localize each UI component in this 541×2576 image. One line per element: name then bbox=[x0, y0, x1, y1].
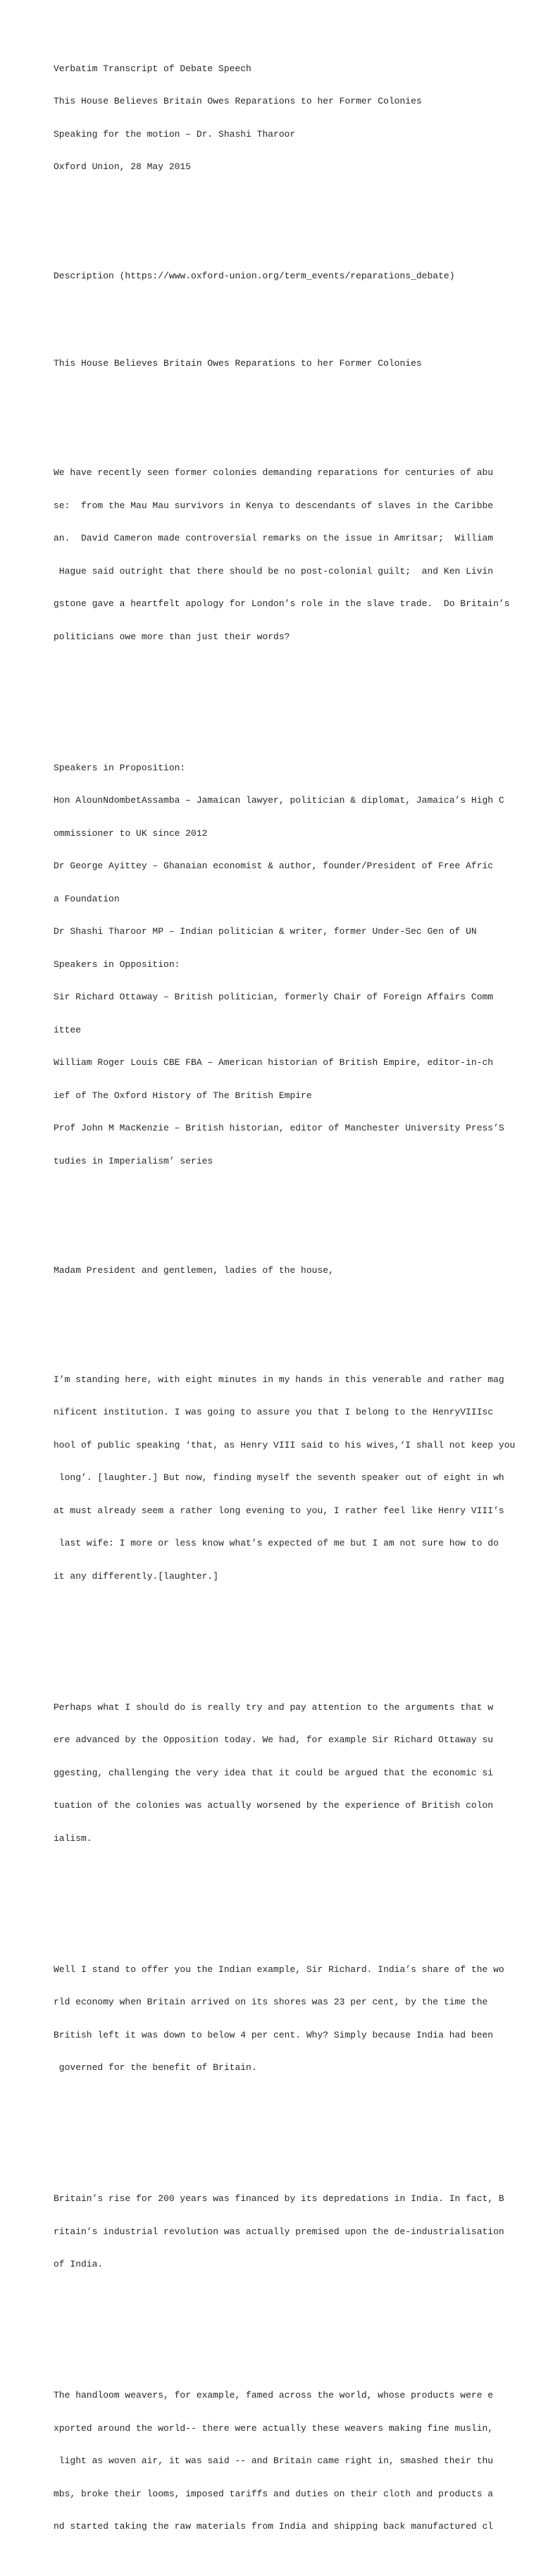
spacer bbox=[54, 1899, 533, 1910]
salutation-line: Madam President and gentlemen, ladies of the house, bbox=[54, 1264, 334, 1276]
spacer bbox=[54, 1221, 533, 1233]
intro-paragraph bbox=[54, 445, 533, 664]
text-line: I’m standing here, with eight minutes in my hands in this venerable and rather mag bbox=[54, 1374, 504, 1385]
text-line: at must already seem a rather long evening to you, I rather feel like Henry VIII’s bbox=[54, 1505, 504, 1516]
text-line: an. David Cameron made controversial remarks on the issue in Amritsar; William bbox=[54, 533, 494, 543]
header-line: Oxford Union, 28 May 2015 bbox=[54, 161, 192, 172]
text-line: Britain’s rise for 200 years was financed by its depredations in India. In fact, B bbox=[54, 2193, 504, 2204]
text-line: We have recently seen former colonies demanding reparations for centuries of abu bbox=[54, 467, 494, 478]
text-line: ritain’s industrial revolution was actually premised upon the de-industrialisation bbox=[54, 2226, 504, 2237]
speakers-heading: Speakers in Proposition: bbox=[54, 762, 186, 773]
text-line: The handloom weavers, for example, famed across the world, whose products were e bbox=[54, 2390, 494, 2401]
speech-paragraph-1 bbox=[54, 1352, 533, 1604]
speaker-line: William Roger Louis CBE FBA – American historian of British Empire, editor-in-ch bbox=[54, 1057, 494, 1068]
header-line: Verbatim Transcript of Debate Speech bbox=[54, 63, 251, 74]
motion-line: This House Believes Britain Owes Reparations to her Former Colonies bbox=[54, 358, 422, 369]
speaker-line: ommissioner to UK since 2012 bbox=[54, 827, 208, 839]
text-line: politicians owe more than just their words? bbox=[54, 631, 290, 642]
header-line: This House Believes Britain Owes Reparations to her Former Colonies bbox=[54, 96, 422, 106]
text-line: long’. [laughter.] But now, finding myself the seventh speaker out of eight in wh bbox=[54, 1472, 504, 1483]
text-line: tuation of the colonies was actually worsened by the experience of British colon bbox=[54, 1800, 494, 1811]
text-line: light as woven air, it was said -- and Britain came right in, smashed their thu bbox=[54, 2455, 494, 2466]
spacer bbox=[54, 1309, 533, 1320]
text-line: Well I stand to offer you the Indian example, Sir Richard. India’s share of the wo bbox=[54, 1964, 504, 1975]
text-line: mbs, broke their looms, imposed tariffs and duties on their cloth and products a bbox=[54, 2488, 494, 2499]
text-line: last wife: I more or less know what’s expected of me but I am not sure how to do bbox=[54, 1538, 499, 1548]
text-line: of India. bbox=[54, 2259, 104, 2269]
text-line: ggesting, challenging the very idea that it could be argued that the economic si bbox=[54, 1767, 494, 1778]
text-line: it any differently.[laughter.] bbox=[54, 1570, 219, 1582]
text-line: nd started taking the raw materials from India and shipping back manufactured cl bbox=[54, 2521, 494, 2532]
transcript-page bbox=[54, 8, 533, 2576]
spacer bbox=[54, 227, 533, 238]
speakers-heading: Speakers in Opposition: bbox=[54, 959, 180, 970]
text-line: Hague said outright that there should be no post-colonial guilt; and Ken Livin bbox=[54, 565, 494, 577]
speech-paragraph-5 bbox=[54, 2368, 533, 2554]
text-line: hool of public speaking ‘that, as Henry VIII said to his wives,‘I shall not keep you bbox=[54, 1439, 516, 1450]
text-line: nificent institution. I was going to assure you that I belong to the HenryVIIIsc bbox=[54, 1407, 494, 1417]
text-line: governed for the benefit of Britain. bbox=[54, 2062, 257, 2073]
speaker-line: ittee bbox=[54, 1024, 82, 1035]
speaker-line: Sir Richard Ottaway – British politician, formerly Chair of Foreign Affairs Comm bbox=[54, 992, 494, 1002]
text-line: British left it was down to below 4 per cent. Why? Simply because India had been bbox=[54, 2029, 494, 2040]
speaker-line: tudies in Imperialism’ series bbox=[54, 1155, 213, 1166]
text-line: ere advanced by the Opposition today. We had, for example Sir Richard Ottaway su bbox=[54, 1734, 494, 1745]
speaker-line: Prof John M MacKenzie – British historian, editor of Manchester University Press’S bbox=[54, 1123, 504, 1133]
speech-paragraph-2 bbox=[54, 1680, 533, 1866]
speakers-list bbox=[54, 741, 533, 1189]
speaker-line: ief of The Oxford History of The British Empire bbox=[54, 1090, 312, 1101]
text-line: gstone gave a heartfelt apology for London’s role in the slave trade. Do Britain’s bbox=[54, 598, 510, 609]
spacer bbox=[54, 2128, 533, 2139]
speaker-line: Dr George Ayittey – Ghanaian economist & author, founder/President of Free Afric bbox=[54, 861, 494, 871]
description-line: Description (https://www.oxford-union.org/term_events/reparations_debate) bbox=[54, 271, 455, 281]
speech-paragraph-3 bbox=[54, 1942, 533, 2095]
text-line: Perhaps what I should do is really try and pay attention to the arguments that w bbox=[54, 1701, 494, 1713]
text-line: rld economy when Britain arrived on its shores was 23 per cent, by the time the bbox=[54, 1997, 488, 2007]
speaker-line: Hon AlounNdombetAssamba – Jamaican lawyer, politician & diplomat, Jamaica’s High C bbox=[54, 795, 504, 806]
header-line: Speaking for the motion – Dr. Shashi Tharoor bbox=[54, 128, 296, 140]
text-line: ialism. bbox=[54, 1832, 92, 1844]
text-line: se: from the Mau Mau survivors in Kenya to descendants of slaves in the Caribbe bbox=[54, 500, 494, 511]
speaker-line: Dr Shashi Tharoor MP – Indian politician & writer, former Under-Sec Gen of UN bbox=[54, 926, 477, 937]
header-block bbox=[54, 42, 533, 195]
speaker-line: a Foundation bbox=[54, 893, 120, 904]
spacer bbox=[54, 1637, 533, 1648]
spacer bbox=[54, 697, 533, 708]
spacer bbox=[54, 314, 533, 326]
speech-paragraph-4 bbox=[54, 2171, 533, 2292]
text-line: xported around the world-- there were actually these weavers making fine muslin, bbox=[54, 2422, 494, 2434]
spacer bbox=[54, 2324, 533, 2336]
spacer bbox=[54, 402, 533, 413]
